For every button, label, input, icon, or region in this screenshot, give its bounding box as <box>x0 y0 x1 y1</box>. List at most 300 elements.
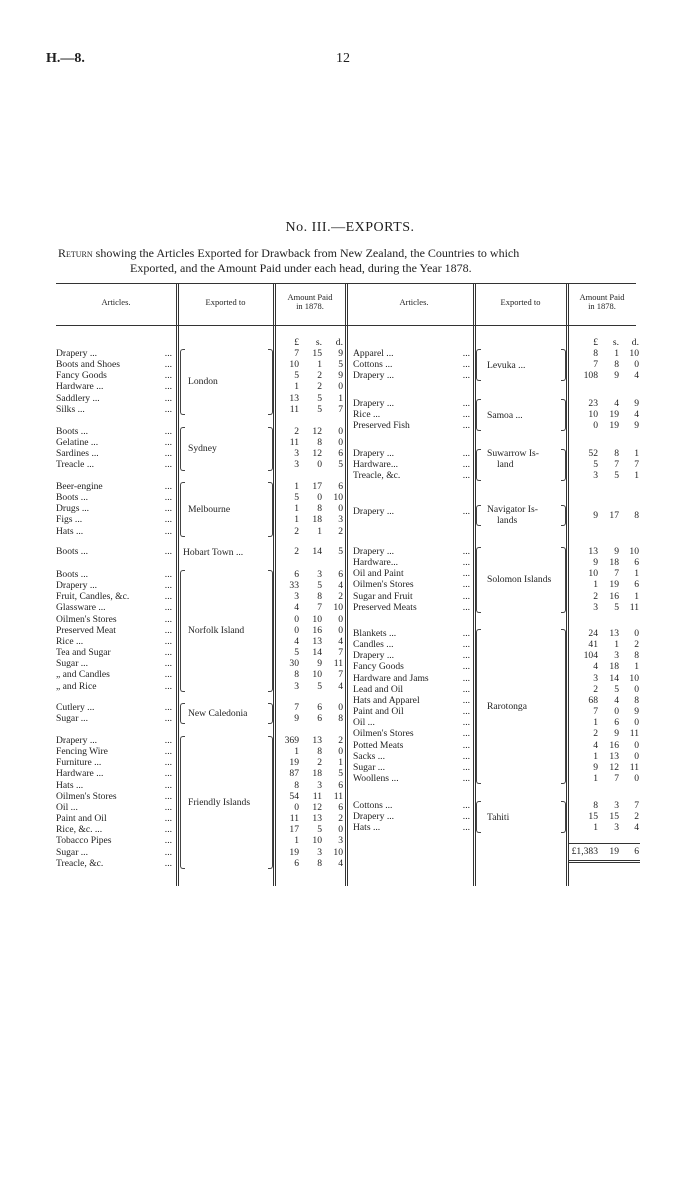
right-group-brace-close <box>561 399 566 431</box>
left-amount-shillings: 10 <box>312 613 322 625</box>
subtitle-lead: Return <box>58 246 93 260</box>
left-amount-pence: 0 <box>338 381 343 393</box>
right-group-brace <box>476 449 481 481</box>
right-article-name: Sugar ... <box>353 761 385 773</box>
left-amount-pounds: 17 <box>289 824 299 836</box>
right-article-leader: ... <box>462 661 470 673</box>
right-article-leader: ... <box>462 628 470 639</box>
grand-total-shillings: 19 <box>609 846 619 857</box>
left-amount-shillings: 6 <box>317 702 322 713</box>
left-amount-pence: 2 <box>338 735 343 746</box>
right-group-brace-close <box>561 449 566 481</box>
left-amount-shillings: 8 <box>317 503 322 515</box>
left-amount-shillings: 17 <box>312 481 322 492</box>
right-article-leader: ... <box>462 590 470 602</box>
right-article-leader: ... <box>462 601 470 613</box>
right-article-leader: ... <box>462 448 470 459</box>
left-amount-pounds: 4 <box>294 602 299 614</box>
left-amount-pence: 2 <box>338 525 343 537</box>
right-article-leader: ... <box>462 557 470 569</box>
left-article-leader: ... <box>164 658 172 670</box>
left-article-leader: ... <box>164 381 172 393</box>
left-amount-pence: 5 <box>338 546 343 557</box>
right-article-leader: ... <box>462 470 470 482</box>
table-subtitle-line-2: Exported, and the Amount Paid under each head, during the Year 1878. <box>130 261 472 275</box>
left-amount-pence: 10 <box>333 846 343 858</box>
left-amount-pence: 0 <box>338 624 343 636</box>
left-article-leader: ... <box>164 370 172 382</box>
left-article-leader: ... <box>164 348 172 359</box>
left-article-name: Drapery ... <box>56 580 98 592</box>
left-group-brace <box>180 427 185 471</box>
right-article-name: Hardware... <box>353 557 399 569</box>
right-group-brace <box>476 629 481 784</box>
right-amount-pence: 0 <box>634 750 639 762</box>
left-amount-shillings: 16 <box>312 624 322 636</box>
right-article-name: Potted Meats <box>353 739 404 751</box>
left-amount-shillings: 13 <box>312 635 322 647</box>
right-amount-shillings: 7 <box>614 459 619 471</box>
left-amount-pounds: 33 <box>289 580 299 592</box>
left-article-leader: ... <box>164 713 172 725</box>
left-article-leader: ... <box>164 448 172 460</box>
right-amount-pence: 1 <box>634 470 639 482</box>
right-amount-pence: 9 <box>634 706 639 718</box>
right-amount-pence: 4 <box>634 409 639 421</box>
right-article-name: Oilmen's Stores <box>353 728 414 740</box>
right-amount-shillings: 19 <box>609 579 619 591</box>
left-article-leader: ... <box>164 824 172 836</box>
left-amount-pounds: 2 <box>294 525 299 537</box>
right-article-name: Oilmen's Stores <box>353 579 414 591</box>
left-amount-pounds: 1 <box>294 503 299 515</box>
right-article-name: Drapery ... <box>353 370 395 382</box>
left-amount-shillings: 13 <box>312 735 322 746</box>
left-amount-pence: 11 <box>333 790 343 802</box>
left-article-name: Treacle, &c. <box>56 857 104 869</box>
right-amount-pounds: 8 <box>593 800 598 811</box>
left-amount-pounds: 2 <box>294 546 299 557</box>
right-amount-pence: 0 <box>634 772 639 784</box>
right-article-name: Apparel ... <box>353 348 394 359</box>
left-amount-pounds: 11 <box>289 403 299 415</box>
left-amount-pence: 2 <box>338 813 343 825</box>
right-article-leader: ... <box>462 348 470 359</box>
right-amount-shillings: 9 <box>614 370 619 382</box>
left-amount-pounds: 3 <box>294 448 299 460</box>
right-amount-pence: 9 <box>634 398 639 409</box>
right-article-name: Blankets ... <box>353 628 397 639</box>
right-article-name: Preserved Meats <box>353 601 417 613</box>
right-amount-pounds: 4 <box>593 661 598 673</box>
left-amount-shillings: 5 <box>317 680 322 692</box>
left-amount-shillings: 12 <box>312 426 322 437</box>
left-article-leader: ... <box>164 546 172 557</box>
subtitle-text-1: showing the Articles Exported for Drawback from New Zealand, the Countries to which <box>95 246 520 260</box>
left-amount-shillings: 2 <box>317 757 322 769</box>
right-amount-shillings: 18 <box>609 557 619 569</box>
left-amount-pounds: 19 <box>289 846 299 858</box>
right-amount-shillings: 1 <box>614 348 619 359</box>
right-amount-pounds: 3 <box>593 672 598 684</box>
left-group-brace-close <box>268 482 273 537</box>
left-amount-shillings: 13 <box>312 813 322 825</box>
left-article-name: Boots ... <box>56 546 88 557</box>
right-article-name: Drapery ... <box>353 650 395 662</box>
right-article-name: Rice ... <box>353 409 381 421</box>
right-article-name: Hats ... <box>353 822 381 834</box>
left-group-brace-close <box>268 703 273 724</box>
right-amount-pence: 11 <box>629 728 639 740</box>
left-article-leader: ... <box>164 768 172 780</box>
left-amount-shillings: 2 <box>317 381 322 393</box>
left-amount-pence: 8 <box>338 713 343 725</box>
right-destination: Rarotonga <box>487 701 527 713</box>
left-amount-pence: 1 <box>338 392 343 404</box>
right-amount-pence: 10 <box>629 546 639 557</box>
right-amount-pence: 0 <box>634 739 639 751</box>
right-amount-shillings: 19 <box>609 420 619 432</box>
left-article-name: Fruit, Candles, &c. <box>56 591 130 603</box>
left-destination: Norfolk Island <box>188 625 245 637</box>
left-article-name: Hardware ... <box>56 381 104 393</box>
left-amount-shillings: 8 <box>317 857 322 869</box>
left-amount-pence: 0 <box>338 746 343 758</box>
left-destination: Melbourne <box>188 503 231 515</box>
left-article-leader: ... <box>164 580 172 592</box>
left-amount-pence: 5 <box>338 359 343 371</box>
left-amount-pence: 0 <box>338 824 343 836</box>
left-article-leader: ... <box>164 746 172 758</box>
column-divider <box>566 283 567 886</box>
column-divider <box>176 283 177 886</box>
left-article-name: Drapery ... <box>56 735 98 746</box>
left-amount-pounds: 87 <box>289 768 299 780</box>
right-article-leader: ... <box>462 683 470 695</box>
right-article-leader: ... <box>462 811 470 823</box>
right-group-brace <box>476 801 481 833</box>
right-amount-shillings: 4 <box>614 398 619 409</box>
right-group-brace-close <box>561 505 566 526</box>
left-article-name: Oilmen's Stores <box>56 613 117 625</box>
right-amount-pounds: 8 <box>593 348 598 359</box>
left-amount-pounds: 9 <box>294 713 299 725</box>
right-article-leader: ... <box>462 579 470 591</box>
left-amount-pence: 6 <box>338 801 343 813</box>
left-amount-pounds: 1 <box>294 481 299 492</box>
left-article-name: Boots and Shoes <box>56 359 120 371</box>
right-destination-cont: land <box>497 459 514 470</box>
left-amount-pence: 5 <box>338 768 343 780</box>
right-article-name: Cottons ... <box>353 359 393 371</box>
lsd-label-right-shillings: s. <box>612 337 619 348</box>
left-amount-pounds: 11 <box>289 813 299 825</box>
right-amount-shillings: 14 <box>609 672 619 684</box>
left-amount-pounds: 10 <box>289 359 299 371</box>
left-article-name: Oil ... <box>56 801 78 813</box>
right-amount-pence: 10 <box>629 348 639 359</box>
grand-total-pence: 6 <box>634 846 639 857</box>
left-amount-pounds: 5 <box>294 492 299 504</box>
left-amount-pounds: 6 <box>294 569 299 580</box>
left-amount-pence: 6 <box>338 779 343 791</box>
left-amount-shillings: 5 <box>317 824 322 836</box>
right-amount-pence: 8 <box>634 650 639 662</box>
right-amount-shillings: 3 <box>614 822 619 834</box>
right-amount-shillings: 5 <box>614 470 619 482</box>
right-article-name: Hardware... <box>353 459 399 471</box>
right-article-leader: ... <box>462 717 470 729</box>
header-exported-to-left: Exported to <box>205 297 246 307</box>
left-article-name: „ and Rice <box>56 680 97 692</box>
left-amount-pounds: 0 <box>294 624 299 636</box>
right-amount-shillings: 16 <box>609 590 619 602</box>
right-article-name: Oil ... <box>353 717 375 729</box>
left-article-leader: ... <box>164 426 172 437</box>
left-amount-pence: 2 <box>338 591 343 603</box>
right-article-name: Hats and Apparel <box>353 694 420 706</box>
left-amount-pence: 5 <box>338 459 343 471</box>
right-amount-shillings: 9 <box>614 728 619 740</box>
left-amount-pence: 0 <box>338 702 343 713</box>
right-amount-pounds: 3 <box>593 601 598 613</box>
right-amount-pence: 1 <box>634 590 639 602</box>
left-destination: Hobart Town ... <box>183 546 244 558</box>
right-article-leader: ... <box>462 568 470 580</box>
left-article-leader: ... <box>164 635 172 647</box>
left-group-brace-close <box>268 349 273 415</box>
left-amount-pounds: 8 <box>294 779 299 791</box>
left-amount-pence: 10 <box>333 492 343 504</box>
left-article-name: Hardware ... <box>56 768 104 780</box>
left-amount-pounds: 7 <box>294 348 299 359</box>
left-article-leader: ... <box>164 801 172 813</box>
left-article-name: Saddlery ... <box>56 392 100 404</box>
left-article-leader: ... <box>164 392 172 404</box>
right-amount-pounds: 10 <box>588 409 598 421</box>
right-amount-pounds: 1 <box>593 579 598 591</box>
right-article-name: Woollens ... <box>353 772 399 784</box>
table-top-rule <box>56 283 636 284</box>
left-article-name: Rice ... <box>56 635 84 647</box>
right-amount-pounds: 1 <box>593 750 598 762</box>
left-article-leader: ... <box>164 846 172 858</box>
right-article-leader: ... <box>462 672 470 684</box>
left-article-name: Furniture ... <box>56 757 102 769</box>
document-reference: H.—8. <box>46 51 85 66</box>
left-article-leader: ... <box>164 624 172 636</box>
left-amount-shillings: 10 <box>312 835 322 847</box>
left-article-leader: ... <box>164 403 172 415</box>
left-article-leader: ... <box>164 437 172 449</box>
right-amount-pounds: 10 <box>588 568 598 580</box>
left-amount-pence: 4 <box>338 680 343 692</box>
right-article-name: Sacks ... <box>353 750 385 762</box>
left-amount-pounds: 1 <box>294 381 299 393</box>
left-article-leader: ... <box>164 481 172 492</box>
right-destination: Solomon Islands <box>487 574 552 586</box>
left-article-leader: ... <box>164 514 172 526</box>
lsd-label-left-pounds: £ <box>294 337 299 348</box>
left-article-name: Tobacco Pipes <box>56 835 112 847</box>
left-group-brace-close <box>268 427 273 471</box>
right-amount-pounds: 2 <box>593 728 598 740</box>
left-article-name: Glassware ... <box>56 602 106 614</box>
left-amount-shillings: 3 <box>317 779 322 791</box>
right-article-leader: ... <box>462 694 470 706</box>
right-amount-shillings: 18 <box>609 661 619 673</box>
right-destination: Suwarrow Is- <box>487 448 539 459</box>
left-amount-pounds: 5 <box>294 647 299 659</box>
column-divider <box>347 283 348 886</box>
left-destination: Friendly Islands <box>188 796 251 808</box>
left-amount-shillings: 1 <box>317 525 322 537</box>
left-amount-pence: 4 <box>338 635 343 647</box>
right-amount-pounds: 13 <box>588 546 598 557</box>
right-article-leader: ... <box>462 650 470 662</box>
right-amount-shillings: 7 <box>614 568 619 580</box>
left-amount-pounds: 19 <box>289 757 299 769</box>
left-destination: New Caledonia <box>188 708 248 720</box>
lsd-label-right-pence: d. <box>631 337 639 348</box>
header-amount-year-left: in 1878. <box>296 301 324 311</box>
left-amount-shillings: 14 <box>312 647 322 659</box>
right-amount-pounds: 9 <box>593 761 598 773</box>
right-amount-shillings: 5 <box>614 683 619 695</box>
right-amount-pounds: 4 <box>593 739 598 751</box>
left-article-name: Treacle ... <box>56 459 95 471</box>
left-article-leader: ... <box>164 591 172 603</box>
left-amount-pounds: 8 <box>294 669 299 681</box>
left-amount-shillings: 3 <box>317 846 322 858</box>
left-article-leader: ... <box>164 602 172 614</box>
left-amount-pence: 6 <box>338 448 343 460</box>
right-article-name: Drapery ... <box>353 448 395 459</box>
total-rule-top <box>568 843 640 844</box>
left-article-name: Silks ... <box>56 403 85 415</box>
left-article-name: Fancy Goods <box>56 370 107 382</box>
right-amount-pounds: 9 <box>593 510 598 521</box>
right-destination: Tahiti <box>487 811 510 823</box>
right-article-name: Drapery ... <box>353 398 395 409</box>
column-divider <box>178 283 179 886</box>
right-amount-shillings: 4 <box>614 694 619 706</box>
right-destination-cont: lands <box>497 515 518 526</box>
lsd-label-left-shillings: s. <box>315 337 322 348</box>
left-article-name: Boots ... <box>56 426 88 437</box>
left-group-brace <box>180 703 185 724</box>
right-amount-pence: 8 <box>634 694 639 706</box>
right-amount-pence: 2 <box>634 639 639 651</box>
left-article-leader: ... <box>164 613 172 625</box>
right-article-name: Preserved Fish <box>353 420 410 432</box>
right-amount-pounds: 23 <box>588 398 598 409</box>
right-amount-pence: 0 <box>634 359 639 371</box>
right-amount-pence: 10 <box>629 672 639 684</box>
right-amount-pounds: 108 <box>583 370 598 382</box>
right-amount-pounds: 3 <box>593 470 598 482</box>
right-amount-pounds: 24 <box>588 628 598 639</box>
right-amount-pounds: 5 <box>593 459 598 471</box>
left-amount-pence: 7 <box>338 647 343 659</box>
right-amount-pence: 1 <box>634 568 639 580</box>
left-amount-shillings: 1 <box>317 359 322 371</box>
right-amount-pence: 11 <box>629 761 639 773</box>
right-amount-pounds: 52 <box>588 448 598 459</box>
left-article-name: Beer-engine <box>56 481 103 492</box>
left-article-leader: ... <box>164 790 172 802</box>
right-amount-pounds: 7 <box>593 359 598 371</box>
left-article-name: Cutlery ... <box>56 702 95 713</box>
right-article-name: Drapery ... <box>353 506 395 517</box>
left-amount-pence: 7 <box>338 669 343 681</box>
header-exported-to-right: Exported to <box>500 297 541 307</box>
left-article-name: Sugar ... <box>56 846 88 858</box>
right-amount-pence: 4 <box>634 370 639 382</box>
right-amount-shillings: 13 <box>609 750 619 762</box>
left-article-leader: ... <box>164 835 172 847</box>
right-amount-pounds: 7 <box>593 706 598 718</box>
left-amount-pounds: 0 <box>294 801 299 813</box>
left-article-name: Drapery ... <box>56 348 98 359</box>
right-article-leader: ... <box>462 706 470 718</box>
left-article-name: Fencing Wire <box>56 746 108 758</box>
left-article-leader: ... <box>164 857 172 869</box>
right-amount-pounds: 104 <box>583 650 598 662</box>
left-amount-pence: 1 <box>338 757 343 769</box>
left-article-leader: ... <box>164 569 172 580</box>
right-article-leader: ... <box>462 800 470 811</box>
column-divider <box>345 283 346 886</box>
left-amount-pounds: 1 <box>294 514 299 526</box>
right-group-brace <box>476 547 481 613</box>
total-rule-bottom <box>568 860 640 861</box>
left-amount-pence: 0 <box>338 503 343 515</box>
right-amount-shillings: 6 <box>614 717 619 729</box>
right-article-leader: ... <box>462 822 470 834</box>
right-amount-shillings: 3 <box>614 650 619 662</box>
left-article-leader: ... <box>164 735 172 746</box>
left-amount-shillings: 9 <box>317 658 322 670</box>
right-article-leader: ... <box>462 639 470 651</box>
left-amount-shillings: 5 <box>317 392 322 404</box>
right-amount-pence: 11 <box>629 601 639 613</box>
left-article-leader: ... <box>164 680 172 692</box>
left-amount-shillings: 2 <box>317 370 322 382</box>
right-amount-shillings: 8 <box>614 359 619 371</box>
left-amount-pence: 4 <box>338 580 343 592</box>
right-group-brace-close <box>561 349 566 381</box>
right-amount-shillings: 8 <box>614 448 619 459</box>
left-article-name: Sugar ... <box>56 658 88 670</box>
right-amount-shillings: 12 <box>609 761 619 773</box>
left-amount-pence: 3 <box>338 514 343 526</box>
right-amount-shillings: 15 <box>609 811 619 823</box>
left-amount-shillings: 8 <box>317 591 322 603</box>
left-group-brace-close <box>268 570 273 692</box>
right-amount-pence: 6 <box>634 579 639 591</box>
left-article-name: Paint and Oil <box>56 813 107 825</box>
left-amount-pence: 3 <box>338 835 343 847</box>
grand-total-pounds: £1,383 <box>571 846 598 857</box>
right-amount-pence: 4 <box>634 822 639 834</box>
left-amount-shillings: 12 <box>312 801 322 813</box>
left-amount-pounds: 13 <box>289 392 299 404</box>
table-subtitle-line-1 <box>58 246 519 261</box>
right-article-leader: ... <box>462 750 470 762</box>
right-article-leader: ... <box>462 370 470 382</box>
left-amount-pence: 9 <box>338 370 343 382</box>
